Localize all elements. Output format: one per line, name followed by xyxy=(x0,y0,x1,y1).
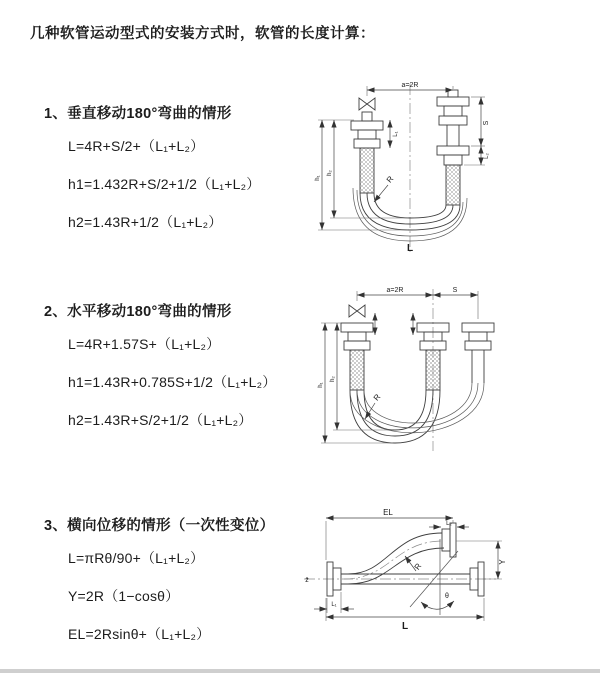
angle-construction xyxy=(410,539,458,615)
page-bottom-edge xyxy=(0,669,600,673)
dim-label-l2: L₂ xyxy=(484,153,490,159)
section-1-heading: 1、垂直移动180°弯曲的情形 xyxy=(44,106,232,122)
valve-icon xyxy=(349,305,365,317)
section-lateral-displacement xyxy=(44,514,274,662)
dim-label-y: Y xyxy=(498,559,507,565)
valve-icon xyxy=(359,98,375,110)
dim-label-h1: h₁ xyxy=(318,382,324,388)
dim-label-r: R xyxy=(412,561,424,572)
dim-label-l: L xyxy=(406,243,414,254)
axis-label-z: z̄ xyxy=(305,577,309,584)
dimension-lines xyxy=(305,508,507,632)
page-title: 几种软管运动型式的安装方式时，软管的长度计算： xyxy=(30,26,375,42)
section-3-formula-Y: Y=2R（1−cosθ） xyxy=(68,588,180,604)
section-3-heading: 3、横向位移的情形（一次性变位） xyxy=(44,518,275,534)
dim-label-a2r: a=2R xyxy=(386,287,404,294)
dim-label-l1: L₁ xyxy=(393,131,399,137)
dim-label-s: S xyxy=(452,287,458,294)
section-2-heading: 2、水平移动180°弯曲的情形 xyxy=(44,304,232,320)
dim-label-l1: L₁ xyxy=(331,602,337,608)
s-curve-hose-drawing xyxy=(327,523,484,596)
section-vertical-move-180 xyxy=(44,102,260,250)
dim-label-h2: h₂ xyxy=(327,170,333,176)
dim-label-h1: h₁ xyxy=(315,175,321,181)
dim-label-el: EL xyxy=(383,508,393,517)
section-1-formula-h1: h1=1.432R+S/2+1/2（L₁+L₂） xyxy=(68,176,261,192)
section-1-formula-L: L=4R+S/2+（L₁+L₂） xyxy=(68,138,205,154)
dim-label-r: R xyxy=(384,174,396,185)
dim-label-h2: h₂ xyxy=(330,376,336,382)
section-2-formula-L: L=4R+1.57S+（L₁+L₂） xyxy=(68,336,221,352)
hose-u-bend-drawing xyxy=(341,323,494,443)
vertical-move-diagram xyxy=(310,78,580,263)
section-2-formula-h1: h1=1.43R+0.785S+1/2（L₁+L₂） xyxy=(68,374,277,390)
section-3-formula-L: L=πRθ/90+（L₁+L₂） xyxy=(68,550,205,566)
dim-label-l2: L₂ xyxy=(446,521,452,527)
section-2-formula-h2: h2=1.43R+S/2+1/2（L₁+L₂） xyxy=(68,412,253,428)
dim-label-l: L xyxy=(401,621,409,632)
dim-label-theta: θ xyxy=(445,593,449,600)
lateral-displacement-diagram xyxy=(300,505,520,635)
dimension-lines xyxy=(318,287,478,443)
dim-label-a2r: a=2R xyxy=(401,82,419,89)
horizontal-move-diagram xyxy=(315,283,515,458)
section-1-formula-h2: h2=1.43R+1/2（L₁+L₂） xyxy=(68,214,223,230)
section-horizontal-move-180 xyxy=(44,300,276,448)
dimension-lines xyxy=(315,82,490,254)
dim-label-s: S xyxy=(483,120,490,126)
section-3-formula-EL: EL=2Rsinθ+（L₁+L₂） xyxy=(68,626,211,642)
dim-label-r: R xyxy=(371,392,383,403)
